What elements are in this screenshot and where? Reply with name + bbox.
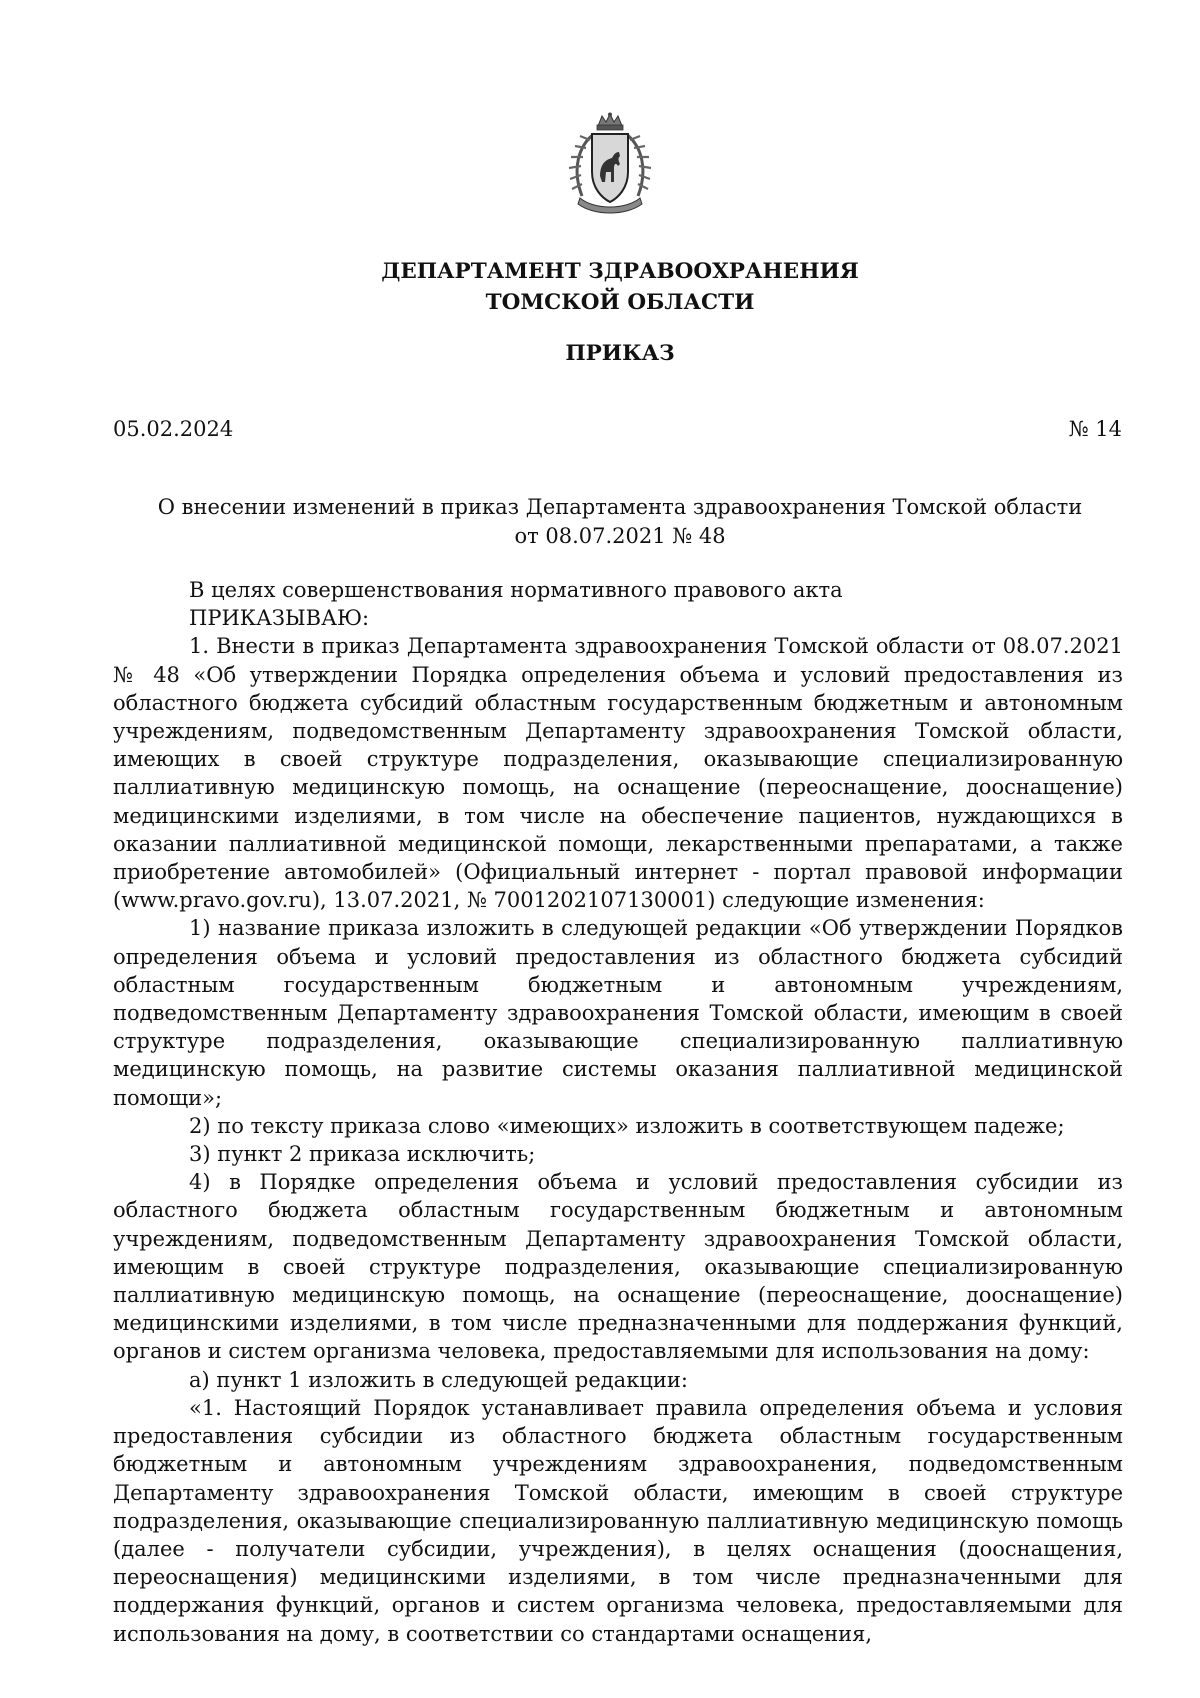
body-paragraph-subitem-4: 4) в Порядке определения объема и условий предоставления субсидии из областного бюджета областным государственным бюджетным и автономным учреждениям, подведомственным Департаменту здравоохранения Томской области, имеющим в своей структуре подразделения, оказывающие специализированную паллиативную медицинскую помощь, на оснащение (переоснащение, дооснащение) медицинскими изделиями, в том числе предназначенными для поддержания функций, органов и систем организма человека, предоставляемыми для использования на дому: [113,1170,1123,1364]
body-paragraph-purpose: В целях совершенствования нормативного правового акта [189,578,843,602]
body-paragraph-subitem-1: 1) название приказа изложить в следующей редакции «Об утверждении Порядков определения объема и условий предоставления из областного бюджета субсидий областным государственным бюджетным и автономным учреждениям, подведомственным Департаменту здравоохранения Томской области, имеющим в своей структуре подразделения, оказывающие специализированную паллиативную медицинскую помощь, на развитие системы оказания паллиативной медицинской помощи»; [113,916,1123,1110]
body-paragraph-item-1: 1. Внести в приказ Департамента здравоохранения Томской области от 08.07.2021 № 48 «Об утверждении Порядка определения объема и условий предоставления из областного бюджета субсидий областным государственным бюджетным и автономным учреждениям, подведомственным Департаменту здравоохранения Томской области, имеющих в своей структуре подразделения, оказывающие специализированную паллиативную медицинскую помощь, на оснащение (переоснащение, дооснащение) медицинскими изделиями, в том числе на обеспечение пациентов, нуждающихся в оказании паллиативной медицинской помощи, лекарственными препаратами, а также приобретение автомобилей» (Официальный интернет - портал правовой информации (www.pravo.gov.ru), 13.07.2021, № 7001202107130001) следующие изменения: [113,634,1123,913]
body-paragraph-quoted-1: «1. Настоящий Порядок устанавливает правила определения объема и условия предоставления субсидии из областного бюджета областным государственным бюджетным и автономным учреждениям здравоохранения, подведомственным Департаменту здравоохранения Томской области, имеющим в своей структуре подразделения, оказывающие специализированную паллиативную медицинскую помощь (далее - получатели субсидии, учреждения), в целях оснащения (дооснащения, переоснащения) медицинскими изделиями, в том числе предназначенными для поддержания функций, органов и систем организма человека, предоставляемыми для использования на дому, в соответствии со стандартами оснащения, [113,1395,1123,1646]
body-paragraph-subitem-3: 3) пункт 2 приказа исключить; [189,1142,536,1167]
organization-title-line1: ДЕПАРТАМЕНТ ЗДРАВООХРАНЕНИЯ [381,259,859,284]
order-body [113,576,1123,1648]
order-subject [110,493,1130,551]
order-number: № 14 [1068,417,1122,441]
coat-of-arms-emblem [564,112,656,222]
body-paragraph-order: ПРИКАЗЫВАЮ: [189,606,370,631]
organization-title-line2: ТОМСКОЙ ОБЛАСТИ [485,290,755,315]
body-paragraph-subitem-2: 2) по тексту приказа слово «имеющих» изложить в соответствующем падеже; [189,1113,1065,1138]
order-subject-line1: О внесении изменений в приказ Департамента здравоохранения Томской области [157,495,1083,519]
document-type: ПРИКАЗ [565,341,675,366]
organization-title [0,256,1200,318]
body-paragraph-subitem-a: а) пункт 1 изложить в следующей редакции: [189,1367,688,1392]
order-date: 05.02.2024 [113,417,234,441]
order-subject-line2: от 08.07.2021 № 48 [514,524,726,548]
